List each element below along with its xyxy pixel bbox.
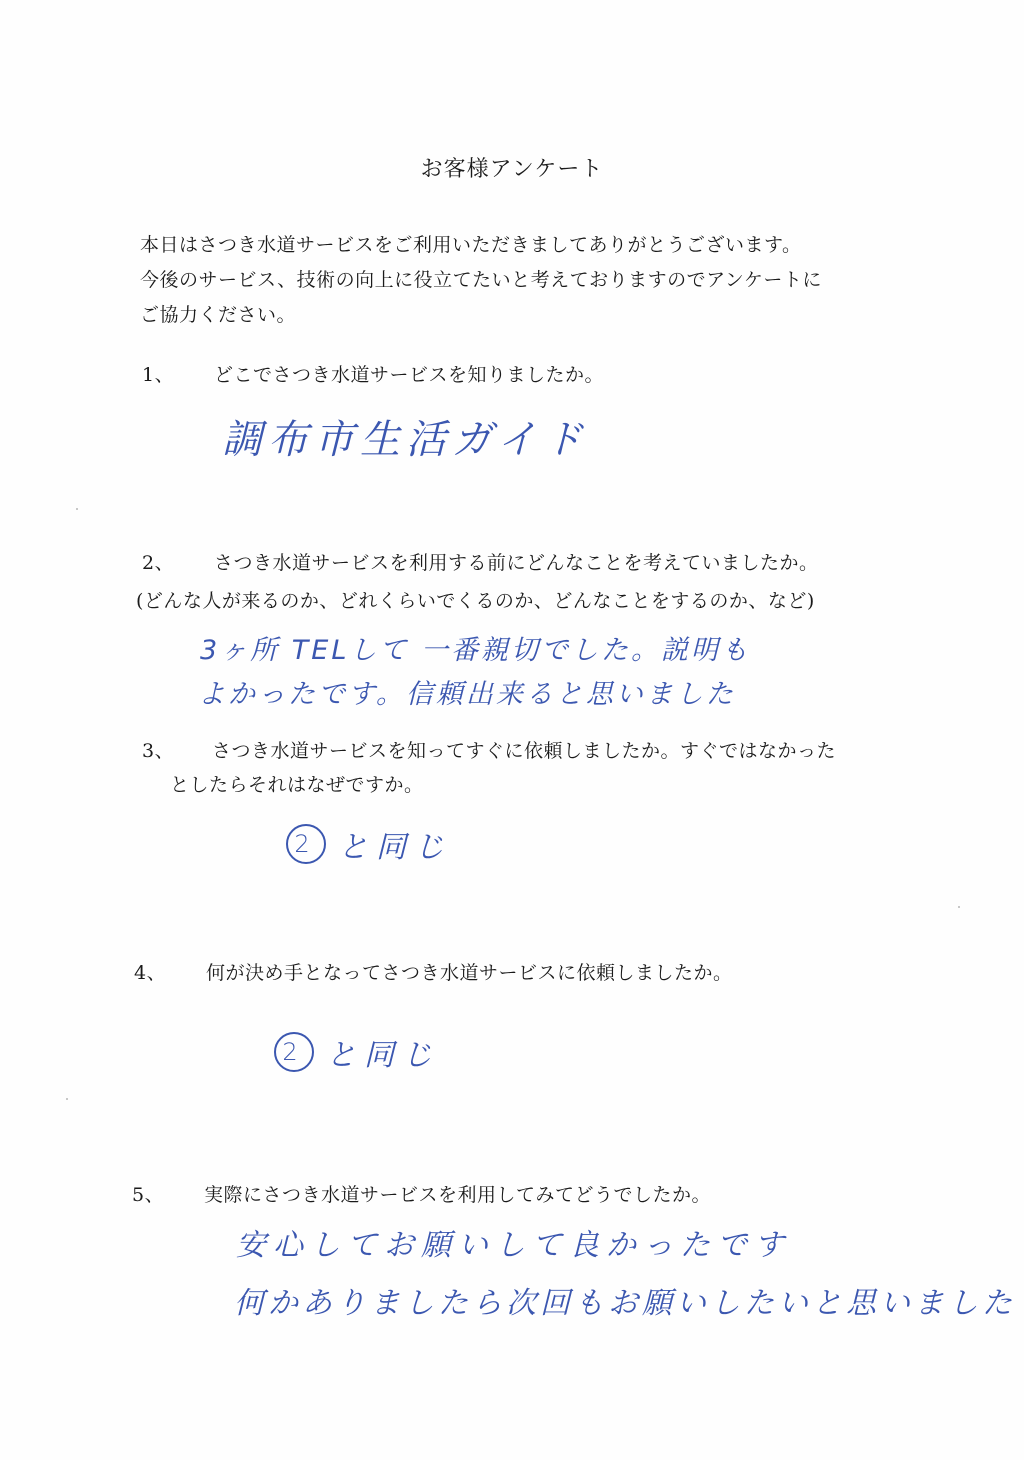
question-number: 4、	[134, 962, 167, 984]
answer-5-handwritten-line: 安心してお願いして良かったです	[236, 1228, 791, 1263]
scan-speck	[66, 1098, 68, 1100]
question-number: 1、	[142, 364, 175, 386]
question-text: 何が決め手となってさつき水道サービスに依頼しましたか。	[206, 962, 733, 984]
intro-paragraph	[140, 228, 930, 333]
answer-text: と同じ	[338, 830, 452, 865]
scan-speck	[958, 906, 960, 908]
question-text: さつき水道サービスを利用する前にどんなことを考えていましたか。	[214, 552, 819, 574]
answer-2-handwritten-line: よかったです。信頼出来ると思いました	[198, 679, 736, 710]
question-text: どこでさつき水道サービスを知りましたか。	[214, 364, 605, 386]
question-number: 3、	[142, 740, 175, 762]
intro-line: 今後のサービス、技術の向上に役立てたいと考えておりますのでアンケートに	[140, 269, 822, 291]
intro-line: ご協力ください。	[140, 304, 297, 326]
answer-1-handwritten: 調布市生活ガイド	[222, 417, 589, 463]
answer-text: と同じ	[326, 1038, 440, 1073]
question-number: 2、	[142, 552, 175, 574]
intro-line: 本日はさつき水道サービスをご利用いただきましてありがとうございます。	[140, 234, 802, 256]
circled-number-icon: 2	[286, 824, 326, 864]
question-text: さつき水道サービスを知ってすぐに依頼しましたか。すぐではなかった	[212, 740, 837, 762]
question-3-note: としたらそれはなぜですか。	[170, 774, 424, 796]
answer-4-handwritten	[274, 1030, 440, 1074]
question-number: 5、	[132, 1184, 165, 1206]
answer-3-handwritten	[286, 822, 452, 866]
page-title: お客様アンケート	[420, 157, 604, 182]
answer-2-handwritten-line: 3ヶ所 TELして 一番親切でした。説明も	[200, 635, 751, 666]
scan-speck	[76, 508, 78, 510]
answer-5-handwritten-line: 何かありましたら次回もお願いしたいと思いました	[234, 1286, 1016, 1321]
circled-number-icon: 2	[274, 1032, 314, 1072]
question-text: 実際にさつき水道サービスを利用してみてどうでしたか。	[204, 1184, 712, 1206]
question-2-note: (どんな人が来るのか、どれくらいでくるのか、どんなことをするのか、など)	[136, 590, 815, 612]
